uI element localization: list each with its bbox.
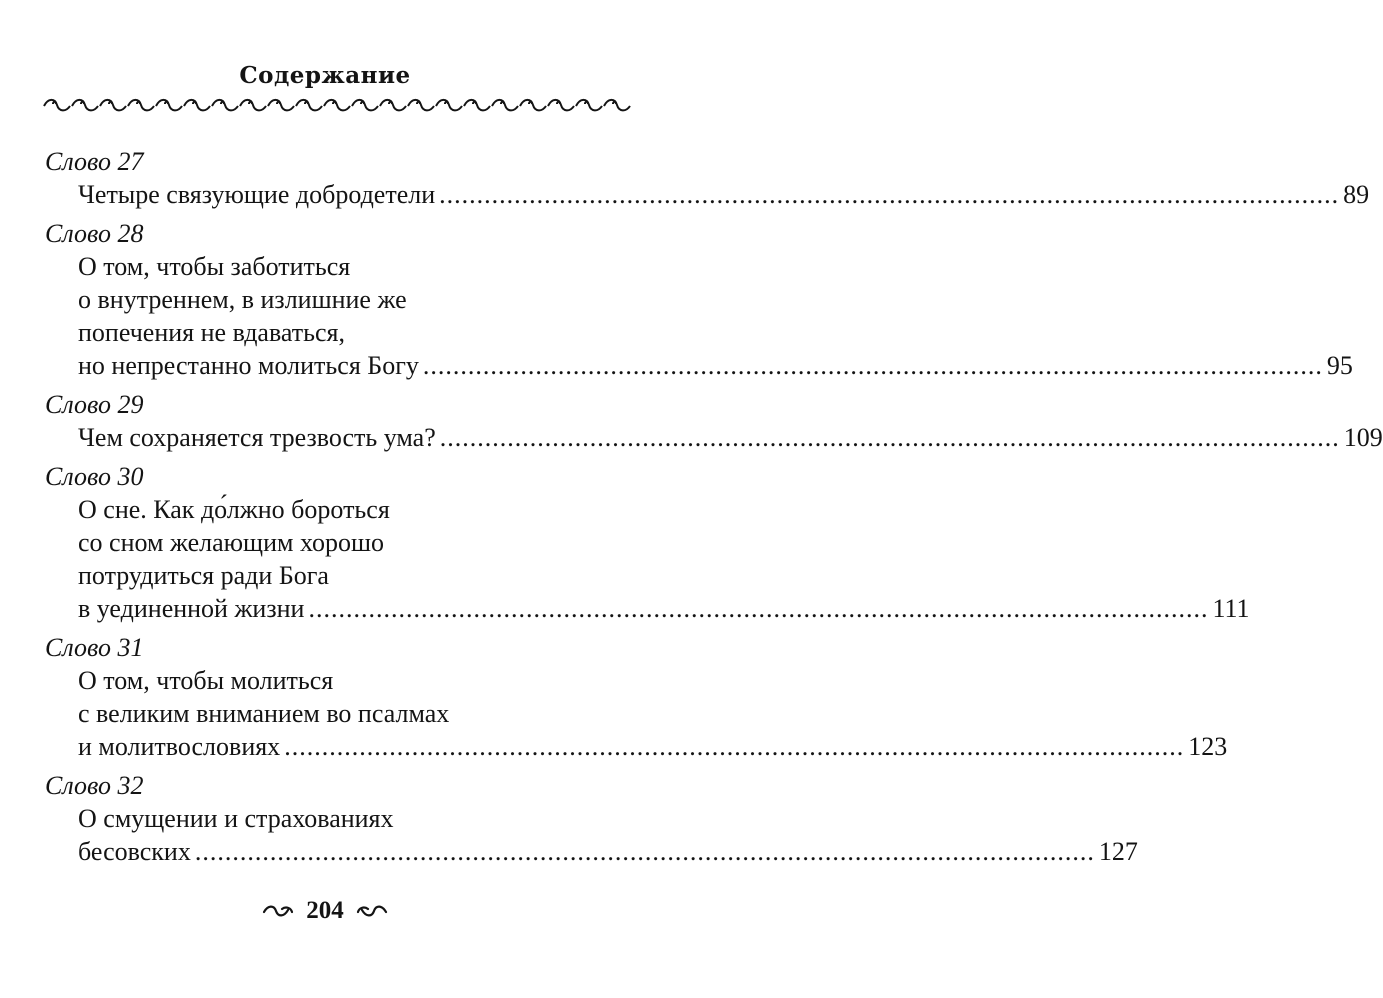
page-title: Содержание [239, 62, 411, 89]
page-number: 111 [1212, 594, 1250, 623]
decorative-border-icon [44, 96, 614, 116]
toc-entry-label: Слово 32 [45, 771, 144, 800]
border-scroll-motif [212, 100, 238, 111]
border-scroll-motif [184, 100, 210, 111]
page-number: 89 [1343, 180, 1370, 209]
border-scroll-motif [352, 100, 378, 111]
border-scroll-motif [380, 100, 406, 111]
border-scroll-motif [44, 100, 70, 111]
page-footer [0, 897, 650, 925]
page-number: 123 [1188, 732, 1228, 761]
border-scroll-motif [548, 100, 574, 111]
toc-entry-label: Слово 31 [45, 633, 144, 662]
border-scroll-motif [72, 100, 98, 111]
border-scroll-motif [240, 100, 266, 111]
border-scroll-motif [520, 100, 546, 111]
toc-entry [0, 217, 1353, 382]
toc-entry-last-line[interactable] [78, 835, 1138, 868]
toc-entry-text: О том, чтобы заботиться [78, 252, 351, 281]
border-scroll-motif [128, 100, 154, 111]
toc-entry-text: О смущении и страхованиях [78, 804, 394, 833]
border-scroll-motif [576, 100, 602, 111]
toc-entry-text: Чем сохраняется трезвость ума? [78, 423, 436, 452]
swirl-ornament-icon [262, 903, 294, 919]
border-scroll-motif [268, 100, 294, 111]
toc-entry-text: попечения не вдаваться, [78, 318, 345, 347]
border-scroll-motif [296, 100, 322, 111]
toc-entry-last-line[interactable] [78, 730, 1228, 763]
toc-entry-label: Слово 30 [45, 462, 144, 491]
dot-leader: ........................................................................................................................ [439, 423, 1340, 452]
toc-entry-text: и молитвословиях [78, 732, 281, 761]
border-scroll-motif [100, 100, 126, 111]
toc-entry-text: с великим вниманием во псалмах [78, 699, 450, 728]
toc-entry-text: но непрестанно молиться Богу [78, 351, 419, 380]
table-of-contents [0, 145, 1383, 874]
border-scroll-motif [156, 100, 182, 111]
toc-entry-last-line[interactable] [78, 592, 1250, 625]
toc-entry-text: бесовских [78, 837, 191, 866]
border-scroll-motif [436, 100, 462, 111]
dot-leader: ........................................................................................................................ [284, 732, 1185, 761]
toc-entry-last-line[interactable] [78, 349, 1353, 382]
dot-leader: ........................................................................................................................ [308, 594, 1209, 623]
toc-entry-label: Слово 28 [45, 219, 144, 248]
toc-entry-text: О сне. Как до́лжно бороться [78, 495, 390, 524]
swirl-ornament-icon [356, 903, 388, 919]
toc-entry-label: Слово 27 [45, 147, 144, 176]
toc-entry-text: в уединенной жизни [78, 594, 305, 623]
border-scroll-motif [324, 100, 350, 111]
page-number: 109 [1343, 423, 1383, 452]
border-scroll-motif [492, 100, 518, 111]
page-number-footer: 204 [306, 897, 344, 924]
dot-leader: ........................................................................................................................ [439, 180, 1340, 209]
toc-entry-last-line[interactable] [78, 178, 1370, 211]
page-number: 127 [1098, 837, 1138, 866]
toc-entry-text: Четыре связующие добродетели [78, 180, 436, 209]
dot-leader: ........................................................................................................................ [422, 351, 1323, 380]
border-scroll-motif [464, 100, 490, 111]
toc-entry-text: о внутреннем, в излишние же [78, 285, 407, 314]
toc-entry [0, 388, 1383, 454]
page-number: 95 [1326, 351, 1353, 380]
toc-entry-text: потрудиться ради Бога [78, 561, 329, 590]
border-scroll-motif [408, 100, 434, 111]
toc-entry [0, 769, 1138, 868]
dot-leader: ........................................................................................................................ [194, 837, 1095, 866]
border-scroll-motif [604, 100, 630, 111]
toc-entry-text: О том, чтобы молиться [78, 666, 334, 695]
toc-entry [0, 460, 1250, 625]
toc-entry-last-line[interactable] [78, 421, 1383, 454]
toc-entry [0, 631, 1228, 763]
toc-entry [0, 145, 1370, 211]
toc-entry-text: со сном желающим хорошо [78, 528, 384, 557]
toc-entry-label: Слово 29 [45, 390, 144, 419]
